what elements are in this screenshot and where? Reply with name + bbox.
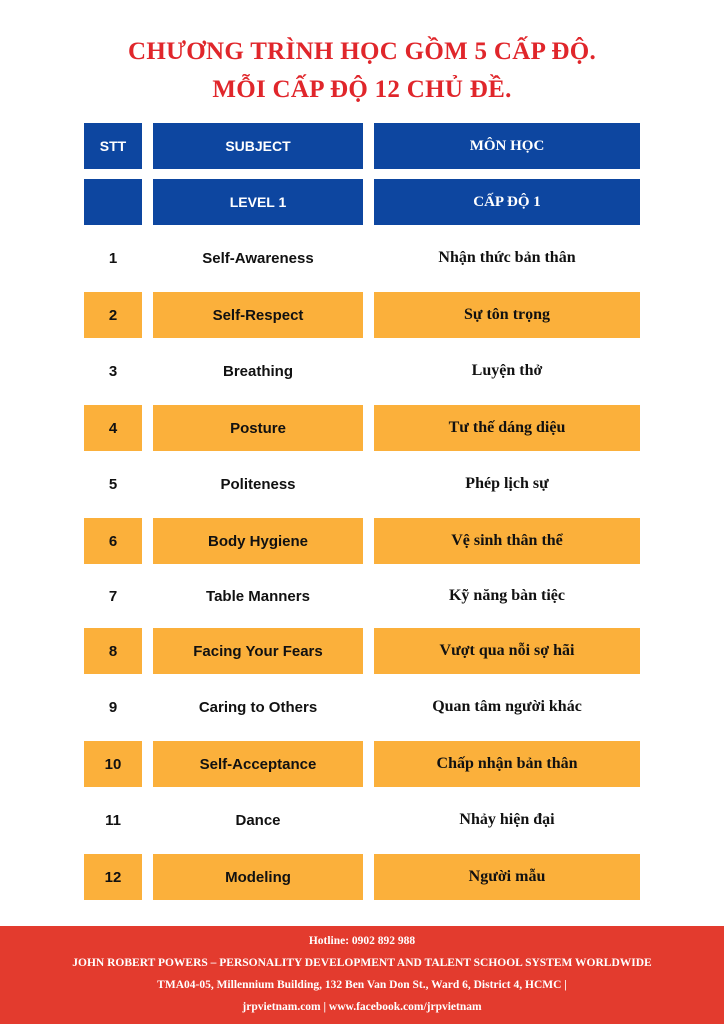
row-mon-hoc: Chấp nhận bản thân: [374, 741, 640, 787]
row-subject: Caring to Others: [198, 698, 318, 716]
row-mon-hoc: Người mẫu: [374, 854, 640, 900]
table-row: [0, 854, 724, 900]
row-stt: 11: [105, 811, 121, 829]
row-stt: 3: [108, 362, 118, 380]
row-mon-hoc: Vệ sinh thân thể: [374, 518, 640, 564]
row-mon-hoc: Kỹ năng bàn tiệc: [448, 587, 565, 604]
row-subject: Self-Acceptance: [153, 741, 363, 787]
level-mon-hoc: CẤP ĐỘ 1: [374, 179, 640, 225]
table-row: [0, 292, 724, 338]
row-subject: Self-Respect: [153, 292, 363, 338]
row-stt: 5: [108, 475, 118, 493]
row-mon-hoc: Vượt qua nỗi sợ hãi: [374, 628, 640, 674]
row-mon-hoc: Sự tôn trọng: [374, 292, 640, 338]
row-stt: 2: [84, 292, 142, 338]
row-subject: Dance: [235, 811, 281, 829]
table-row: [0, 573, 724, 619]
row-stt: 8: [84, 628, 142, 674]
header-mon-hoc: MÔN HỌC: [374, 123, 640, 169]
table-row: [0, 405, 724, 451]
table-row: [0, 518, 724, 564]
table-header-row: [0, 123, 724, 169]
row-subject: Modeling: [153, 854, 363, 900]
row-subject: Body Hygiene: [153, 518, 363, 564]
row-mon-hoc: Tư thế dáng diệu: [374, 405, 640, 451]
level-subject: LEVEL 1: [153, 179, 363, 225]
title-line-2: MỖI CẤP ĐỘ 12 CHỦ ĐỀ.: [212, 76, 512, 103]
row-subject: Facing Your Fears: [153, 628, 363, 674]
row-mon-hoc: Luyện thở: [471, 362, 543, 379]
table-row: [0, 461, 724, 507]
row-stt: 4: [84, 405, 142, 451]
table-row: [0, 235, 724, 281]
row-subject: Politeness: [220, 475, 296, 493]
header-subject: SUBJECT: [153, 123, 363, 169]
row-subject: Self-Awareness: [202, 249, 314, 267]
row-stt: 6: [84, 518, 142, 564]
row-stt: 7: [108, 587, 118, 605]
table-level-row: [0, 179, 724, 225]
row-mon-hoc: Nhảy hiện đại: [459, 811, 555, 828]
row-stt: 1: [108, 249, 118, 267]
footer-links[interactable]: jrpvietnam.com | www.facebook.com/jrpvietnam: [242, 1001, 482, 1013]
row-mon-hoc: Phép lịch sự: [465, 475, 549, 492]
table-row: [0, 797, 724, 843]
footer-company: JOHN ROBERT POWERS – PERSONALITY DEVELOPMENT AND TALENT SCHOOL SYSTEM WORLDWIDE: [72, 957, 652, 969]
row-subject: Breathing: [222, 362, 293, 380]
footer-address: TMA04-05, Millennium Building, 132 Ben Van Don St., Ward 6, District 4, HCMC |: [157, 979, 567, 991]
row-stt: 12: [84, 854, 142, 900]
row-mon-hoc: Nhận thức bản thân: [438, 249, 576, 266]
row-subject: Table Manners: [206, 587, 310, 605]
table-row: [0, 628, 724, 674]
header-stt: STT: [84, 123, 142, 169]
table-row: [0, 684, 724, 730]
row-stt: 9: [108, 698, 118, 716]
table-row: [0, 348, 724, 394]
row-mon-hoc: Quan tâm người khác: [432, 698, 582, 715]
footer: [0, 926, 724, 1024]
table-row: [0, 741, 724, 787]
row-subject: Posture: [153, 405, 363, 451]
level-stt: [84, 179, 142, 225]
footer-hotline[interactable]: Hotline: 0902 892 988: [308, 935, 416, 947]
row-stt: 10: [84, 741, 142, 787]
title-line-1: CHƯƠNG TRÌNH HỌC GỒM 5 CẤP ĐỘ.: [127, 38, 597, 65]
